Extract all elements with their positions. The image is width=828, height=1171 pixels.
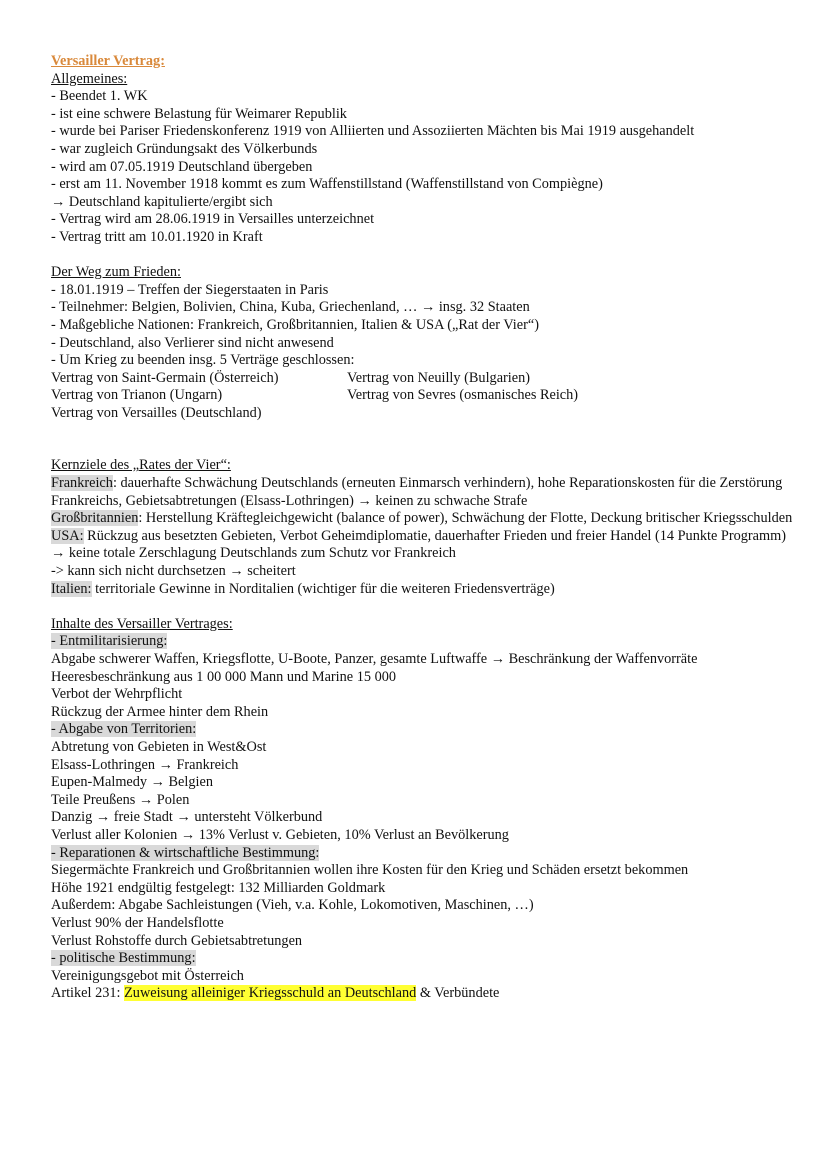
list-item: Verbot der Wehrpflicht <box>51 686 183 703</box>
goal-text: territoriale Gewinne in Norditalien (wichtiger für die weiteren Friedensverträge) <box>91 580 555 597</box>
list-item: - wurde bei Pariser Friedenskonferenz 1919 von Alliierten und Assoziierten Mächten bis Mai 1919 ausgehandelt <box>51 123 695 140</box>
treaty-item: Vertrag von Neuilly (Bulgarien) <box>347 369 531 386</box>
list-item: → Deutschland kapitulierte/ergibt sich <box>51 193 273 210</box>
treaty-item: Vertrag von Versailles (Deutschland) <box>51 404 262 421</box>
path-list <box>51 282 798 370</box>
list-item: Verlust Rohstoffe durch Gebietsabtretungen <box>51 932 303 949</box>
goal-text: : dauerhafte Schwächung Deutschlands (erneuten Einmarsch verhindern), hohe Reparationskosten für die Zerstörung Frankreichs, Gebietsabtretungen (Elsass-Lothringen) → keinen zu schwache Strafe <box>51 475 783 509</box>
goal-france <box>51 475 798 510</box>
goal-uk <box>51 510 798 528</box>
article-highlight: Zuweisung alleiniger Kriegsschuld an Deutschland <box>124 985 417 1002</box>
list-item: - Vertrag wird am 28.06.1919 in Versailles unterzeichnet <box>51 211 375 228</box>
general-heading: Allgemeines: <box>51 70 128 87</box>
list-item: Eupen-Malmedy → Belgien <box>51 774 213 791</box>
list-item: - 18.01.1919 – Treffen der Siegerstaaten in Paris <box>51 281 329 298</box>
contents-heading: Inhalte des Versailler Vertrages: <box>51 615 233 632</box>
treaty-column-right <box>347 370 578 423</box>
general-list <box>51 88 798 246</box>
list-item: Siegermächte Frankreich und Großbritannien wollen ihre Kosten für den Krieg und Schäden ersetzt bekommen <box>51 862 689 879</box>
article-suffix: & Verbündete <box>416 985 500 1002</box>
article-prefix: Artikel 231: <box>51 985 125 1002</box>
section-heading-territories: - Abgabe von Territorien: <box>51 721 197 738</box>
goal-italy <box>51 581 798 599</box>
list-item: Verlust 90% der Handelsflotte <box>51 914 224 931</box>
list-item: Abgabe schwerer Waffen, Kriegsflotte, U-Boote, Panzer, gesamte Luftwaffe → Beschränkung der Waffenvorräte <box>51 651 698 667</box>
list-item: - Maßgebliche Nationen: Frankreich, Großbritannien, Italien & USA („Rat der Vier“) <box>51 316 539 333</box>
treaty-columns <box>51 370 798 423</box>
list-item: - erst am 11. November 1918 kommt es zum Waffenstillstand (Waffenstillstand von Compiègne) <box>51 176 603 193</box>
list-item: Heeresbeschränkung aus 1 00 000 Mann und Marine 15 000 <box>51 668 397 685</box>
list-item: Höhe 1921 endgültig festgelegt: 132 Milliarden Goldmark <box>51 879 386 896</box>
goal-label: Großbritannien <box>51 510 139 527</box>
list-item: - Um Krieg zu beenden insg. 5 Verträge geschlossen: <box>51 352 355 369</box>
list-item: Teile Preußens → Polen <box>51 791 190 808</box>
list-item: Abtretung von Gebieten in West&Ost <box>51 738 267 755</box>
goal-usa-result: -> kann sich nicht durchsetzen → scheitert <box>51 563 296 580</box>
path-heading: Der Weg zum Frieden: <box>51 264 181 281</box>
list-item: Verlust aller Kolonien → 13% Verlust v. Gebieten, 10% Verlust an Bevölkerung <box>51 826 509 843</box>
treaty-item: Vertrag von Trianon (Ungarn) <box>51 387 223 404</box>
goal-label: USA: <box>51 527 84 544</box>
goal-usa <box>51 528 798 563</box>
list-item: Vereinigungsgebot mit Österreich <box>51 967 244 984</box>
list-item: - wird am 07.05.1919 Deutschland übergeben <box>51 158 313 175</box>
goal-text: Rückzug aus besetzten Gebieten, Verbot Geheimdiplomatie, dauerhafter Frieden und freier Handel (14 Punkte Programm) → keine totale Zerschlagung Deutschlands zum Schutz vor Frankreich <box>51 527 787 562</box>
section-heading-demilitarization: - Entmilitarisierung: <box>51 633 168 650</box>
treaty-item: Vertrag von Sevres (osmanisches Reich) <box>347 387 579 404</box>
list-item: - Deutschland, also Verlierer sind nicht anwesend <box>51 334 334 351</box>
list-item: Außerdem: Abgabe Sachleistungen (Vieh, v.a. Kohle, Lokomotiven, Maschinen, …) <box>51 897 534 914</box>
list-item: - ist eine schwere Belastung für Weimarer Republik <box>51 105 347 122</box>
list-item: Elsass-Lothringen → Frankreich <box>51 756 239 773</box>
goal-text: : Herstellung Kräftegleichgewicht (balance of power), Schwächung der Flotte, Deckung britischer Kriegsschulden <box>138 510 793 527</box>
treaty-item: Vertrag von Saint-Germain (Österreich) <box>51 369 279 386</box>
list-item: - Teilnehmer: Belgien, Bolivien, China, Kuba, Griechenland, … → insg. 32 Staaten <box>51 299 530 316</box>
section-heading-reparations: - Reparationen & wirtschaftliche Bestimmung: <box>51 844 320 861</box>
goal-label: Italien: <box>51 580 92 597</box>
section-heading-political: - politische Bestimmung: <box>51 950 196 967</box>
article-231-line <box>51 985 798 1003</box>
document-title: Versailler Vertrag: <box>51 53 165 69</box>
goals-heading: Kernziele des „Rates der Vier“: <box>51 457 231 474</box>
treaty-column-left <box>51 370 347 423</box>
list-item: - Vertrag tritt am 10.01.1920 in Kraft <box>51 228 263 245</box>
list-item: Danzig → freie Stadt → untersteht Völkerbund <box>51 809 323 826</box>
goal-label: Frankreich <box>51 475 113 492</box>
list-item: - Beendet 1. WK <box>51 88 148 105</box>
list-item: Rückzug der Armee hinter dem Rhein <box>51 703 269 720</box>
list-item: - war zugleich Gründungsakt des Völkerbunds <box>51 140 318 157</box>
